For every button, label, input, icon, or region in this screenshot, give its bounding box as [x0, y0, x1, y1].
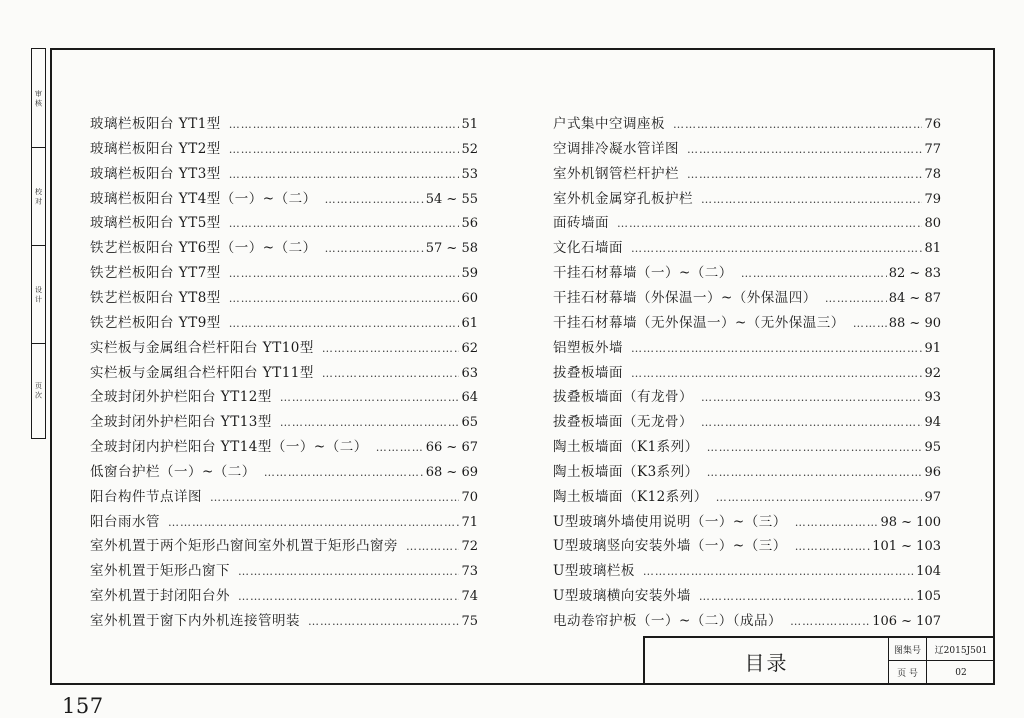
- toc-entry-title: 阳台构件节点详图: [90, 488, 202, 505]
- toc-entry-title: 全玻封闭外护栏阳台 YT13型: [90, 414, 272, 431]
- toc-entry-page: 57 ~ 58: [425, 241, 478, 257]
- toc-entry-page: 51: [461, 117, 478, 132]
- toc-entry: [90, 410, 478, 434]
- toc-entry-title: 玻璃栏板阳台 YT5型: [90, 215, 221, 232]
- toc-entry-title: 陶土板墙面（K12系列）: [553, 488, 708, 505]
- toc-entry-page: 80: [924, 216, 941, 232]
- toc-leader-dots: [853, 312, 887, 336]
- toc-leader-dots: [795, 535, 871, 559]
- document-title: 目录: [744, 651, 789, 675]
- toc-entry-page: 64: [461, 390, 478, 406]
- toc-entry-title: 陶土板墙面（K3系列）: [553, 463, 699, 480]
- toc-entry-title: 铁艺栏板阳台 YT6型（一）~（二）: [90, 240, 317, 257]
- toc-entry-title: 干挂石材幕墙（一）~（二）: [553, 265, 733, 282]
- toc-entry-page: 61: [461, 315, 478, 331]
- toc-entry-title: 玻璃栏板阳台 YT1型: [90, 116, 221, 132]
- toc-entry: [90, 162, 478, 186]
- toc-entry-page: 59: [461, 266, 478, 282]
- toc-entry: [553, 584, 941, 608]
- toc-entry-title: 玻璃栏板阳台 YT4型（一）~（二）: [90, 190, 317, 207]
- toc-entry: [90, 559, 478, 583]
- toc-entry: [90, 261, 478, 285]
- side-strip-cell: 页 次: [34, 382, 43, 399]
- toc-leader-dots: [631, 337, 922, 361]
- toc-leader-dots: [264, 461, 424, 485]
- toc-entry: [90, 460, 478, 484]
- toc-entry-title: 室外机金属穿孔板护栏: [553, 190, 693, 207]
- toc-entry-page: 60: [461, 290, 478, 306]
- toc-entry-title: 铝塑板外墙: [553, 339, 623, 356]
- toc-entry-page: 88 ~ 90: [888, 315, 941, 331]
- toc-entry: [553, 112, 941, 136]
- toc-entry-page: 78: [924, 166, 941, 182]
- toc-entry: [553, 286, 941, 310]
- toc-entry-page: 76: [924, 117, 941, 132]
- toc-entry: [90, 286, 478, 310]
- toc-entry: [553, 236, 941, 260]
- toc-entry: [90, 336, 478, 360]
- toc-leader-dots: [229, 138, 460, 162]
- toc-entry-title: 户式集中空调座板: [553, 116, 665, 132]
- toc-entry-title: 实栏板与金属组合栏杆阳台 YT11型: [90, 364, 314, 381]
- toc-leader-dots: [229, 287, 460, 311]
- toc-entry-title: 实栏板与金属组合栏杆阳台 YT10型: [90, 339, 314, 356]
- page-label: 页 号: [889, 661, 927, 684]
- toc-leader-dots: [322, 362, 460, 386]
- toc-leader-dots: [701, 411, 922, 435]
- toc-leader-dots: [308, 610, 459, 634]
- toc-entry-title: 玻璃栏板阳台 YT2型: [90, 140, 221, 157]
- toc-leader-dots: [699, 585, 914, 609]
- toc-leader-dots: [229, 312, 460, 336]
- toc-entry-page: 84 ~ 87: [888, 290, 941, 306]
- page-value: 02: [955, 667, 967, 678]
- toc-entry: [553, 385, 941, 409]
- toc-entry-title: 室外机钢管栏杆护栏: [553, 165, 679, 182]
- toc-entry-page: 54 ~ 55: [425, 191, 478, 207]
- toc-leader-dots: [716, 486, 923, 510]
- toc-entry: [90, 609, 478, 633]
- toc-entry-title: 室外机置于窗下内外机连接管明装: [90, 613, 300, 629]
- toc-entry-page: 71: [461, 514, 478, 530]
- toc-entry: [553, 311, 941, 335]
- toc-entry: [90, 211, 478, 235]
- toc-entry-title: U型玻璃外墙使用说明（一）~（三）: [553, 513, 787, 530]
- toc-entry-page: 62: [461, 340, 478, 356]
- toc-entry: [553, 162, 941, 186]
- toc-entry-page: 66 ~ 67: [425, 440, 478, 456]
- toc-entry-page: 53: [461, 166, 478, 182]
- title-block-grid: [888, 638, 995, 685]
- toc-leader-dots: [643, 560, 914, 584]
- toc-entry-title: U型玻璃横向安装外墙: [553, 588, 691, 605]
- toc-leader-dots: [325, 188, 424, 212]
- toc-entry-page: 105: [916, 589, 941, 605]
- toc-leader-dots: [707, 436, 923, 460]
- toc-entry: [553, 410, 941, 434]
- side-signature-strip: [31, 48, 46, 439]
- toc-entry-title: 陶土板墙面（K1系列）: [553, 439, 699, 456]
- toc-entry: [553, 137, 941, 161]
- toc-leader-dots: [376, 436, 424, 460]
- toc-entry-title: 拔叠板墙面: [553, 364, 623, 381]
- toc-entry: [553, 460, 941, 484]
- toc-entry-page: 96: [924, 464, 941, 480]
- toc-entry-page: 101 ~ 103: [872, 539, 941, 555]
- side-strip-cell: 审 核: [32, 49, 45, 148]
- toc-leader-dots: [701, 386, 922, 410]
- toc-entry-title: 低窗台护栏（一）~（二）: [90, 463, 256, 480]
- toc-entry-title: 铁艺栏板阳台 YT7型: [90, 265, 221, 282]
- toc-leader-dots: [238, 560, 459, 584]
- toc-entry: [90, 112, 478, 136]
- toc-leader-dots: [210, 486, 459, 510]
- toc-leader-dots: [707, 461, 923, 485]
- atlas-number-value: 辽2015J501: [927, 638, 995, 661]
- toc-entry-page: 52: [461, 141, 478, 157]
- toc-entry-page: 65: [461, 415, 478, 431]
- toc-entry-title: 室外机置于矩形凸窗下: [90, 563, 230, 580]
- toc-leader-dots: [631, 237, 922, 261]
- toc-entry-title: 玻璃栏板阳台 YT3型: [90, 165, 221, 182]
- toc-leader-dots: [617, 212, 922, 236]
- toc-leader-dots: [168, 511, 459, 535]
- toc-entry: [90, 534, 478, 558]
- toc-entry-title: 全玻封闭外护栏阳台 YT12型: [90, 389, 272, 406]
- toc-entry-title: 拔叠板墙面（有龙骨）: [553, 389, 693, 406]
- toc-leader-dots: [406, 535, 459, 559]
- toc-entry-page: 94: [924, 415, 941, 431]
- toc-entry-title: U型玻璃栏板: [553, 563, 635, 580]
- toc-entry-title: 面砖墙面: [553, 215, 609, 232]
- toc-leader-dots: [790, 610, 870, 634]
- toc-entry-title: 干挂石材幕墙（无外保温一）~（无外保温三）: [553, 314, 845, 331]
- toc-leader-dots: [673, 113, 922, 137]
- toc-entry-page: 63: [461, 365, 478, 381]
- toc-leader-dots: [280, 411, 460, 435]
- toc-entry: [90, 510, 478, 534]
- toc-leader-dots: [687, 138, 922, 162]
- toc-entry-page: 95: [924, 440, 941, 456]
- toc-entry: [553, 485, 941, 509]
- toc-leader-dots: [825, 287, 887, 311]
- toc-entry-page: 106 ~ 107: [872, 614, 941, 629]
- atlas-number-label: 图集号: [889, 638, 927, 661]
- toc-entry-page: 91: [924, 340, 941, 356]
- toc-leader-dots: [741, 262, 887, 286]
- toc-leader-dots: [229, 262, 460, 286]
- toc-leader-dots: [701, 188, 922, 212]
- side-strip-cell: 校 对: [32, 147, 45, 246]
- toc-entry: [90, 236, 478, 260]
- toc-entry-title: 室外机置于封闭阳台外: [90, 588, 230, 605]
- toc-entry-page: 97: [924, 489, 941, 505]
- toc-entry-title: U型玻璃竖向安装外墙（一）~（三）: [553, 538, 787, 555]
- toc-entry: [553, 534, 941, 558]
- toc-entry: [90, 311, 478, 335]
- toc-entry-page: 75: [461, 614, 478, 629]
- toc-entry-page: 81: [924, 241, 941, 257]
- toc-leader-dots: [229, 163, 460, 187]
- toc-entry: [553, 211, 941, 235]
- toc-entry: [90, 485, 478, 509]
- toc-entry: [553, 361, 941, 385]
- toc-entry-title: 室外机置于两个矩形凸窗间室外机置于矩形凸窗旁: [90, 538, 398, 555]
- toc-entry: [553, 435, 941, 459]
- toc-entry-page: 92: [924, 365, 941, 381]
- toc-leader-dots: [229, 212, 460, 236]
- toc-entry-page: 98 ~ 100: [880, 514, 941, 530]
- title-block: [643, 636, 995, 685]
- toc-leader-dots: [280, 386, 460, 410]
- toc-entry: [553, 187, 941, 211]
- toc-entry-title: 拔叠板墙面（无龙骨）: [553, 414, 693, 431]
- toc-entry: [553, 261, 941, 285]
- toc-entry: [553, 336, 941, 360]
- toc-entry-title: 文化石墙面: [553, 240, 623, 257]
- toc-entry: [90, 385, 478, 409]
- toc-entry-title: 干挂石材幕墙（外保温一）~（外保温四）: [553, 289, 817, 306]
- toc-entry: [553, 559, 941, 583]
- toc-entry-title: 铁艺栏板阳台 YT9型: [90, 314, 221, 331]
- toc-leader-dots: [322, 337, 460, 361]
- toc-leader-dots: [687, 163, 922, 187]
- toc-entry-title: 阳台雨水管: [90, 513, 160, 530]
- page-number: 157: [62, 694, 104, 718]
- toc-entry: [90, 137, 478, 161]
- toc-entry-page: 73: [461, 564, 478, 580]
- toc-entry-title: 空调排冷凝水管详图: [553, 140, 679, 157]
- toc-entry: [90, 361, 478, 385]
- toc-entry: [90, 187, 478, 211]
- toc-entry-page: 79: [924, 191, 941, 207]
- toc-leader-dots: [229, 113, 460, 137]
- toc-entry-page: 93: [924, 390, 941, 406]
- toc-leader-dots: [238, 585, 459, 609]
- toc-leader-dots: [325, 237, 424, 261]
- toc-entry-page: 68 ~ 69: [425, 464, 478, 480]
- toc-entry: [90, 584, 478, 608]
- toc-leader-dots: [631, 362, 922, 386]
- side-strip-cell: 设 计: [32, 245, 45, 344]
- toc-entry-page: 82 ~ 83: [888, 266, 941, 282]
- toc-entry-title: 电动卷帘护板（一）~（二）（成品）: [553, 613, 783, 629]
- toc-entry-page: 74: [461, 589, 478, 605]
- toc-entry-page: 104: [916, 564, 941, 580]
- toc-entry-page: 72: [461, 539, 478, 555]
- toc-entry-page: 56: [461, 216, 478, 232]
- toc-entry-title: 铁艺栏板阳台 YT8型: [90, 289, 221, 306]
- toc-entry-title: 全玻封闭内护栏阳台 YT14型（一）~（二）: [90, 439, 368, 456]
- toc-leader-dots: [795, 511, 879, 535]
- toc-entry: [553, 510, 941, 534]
- toc-entry: [90, 435, 478, 459]
- toc-entry-page: 77: [924, 141, 941, 157]
- toc-entry-page: 70: [461, 489, 478, 505]
- toc-entry: [553, 609, 941, 633]
